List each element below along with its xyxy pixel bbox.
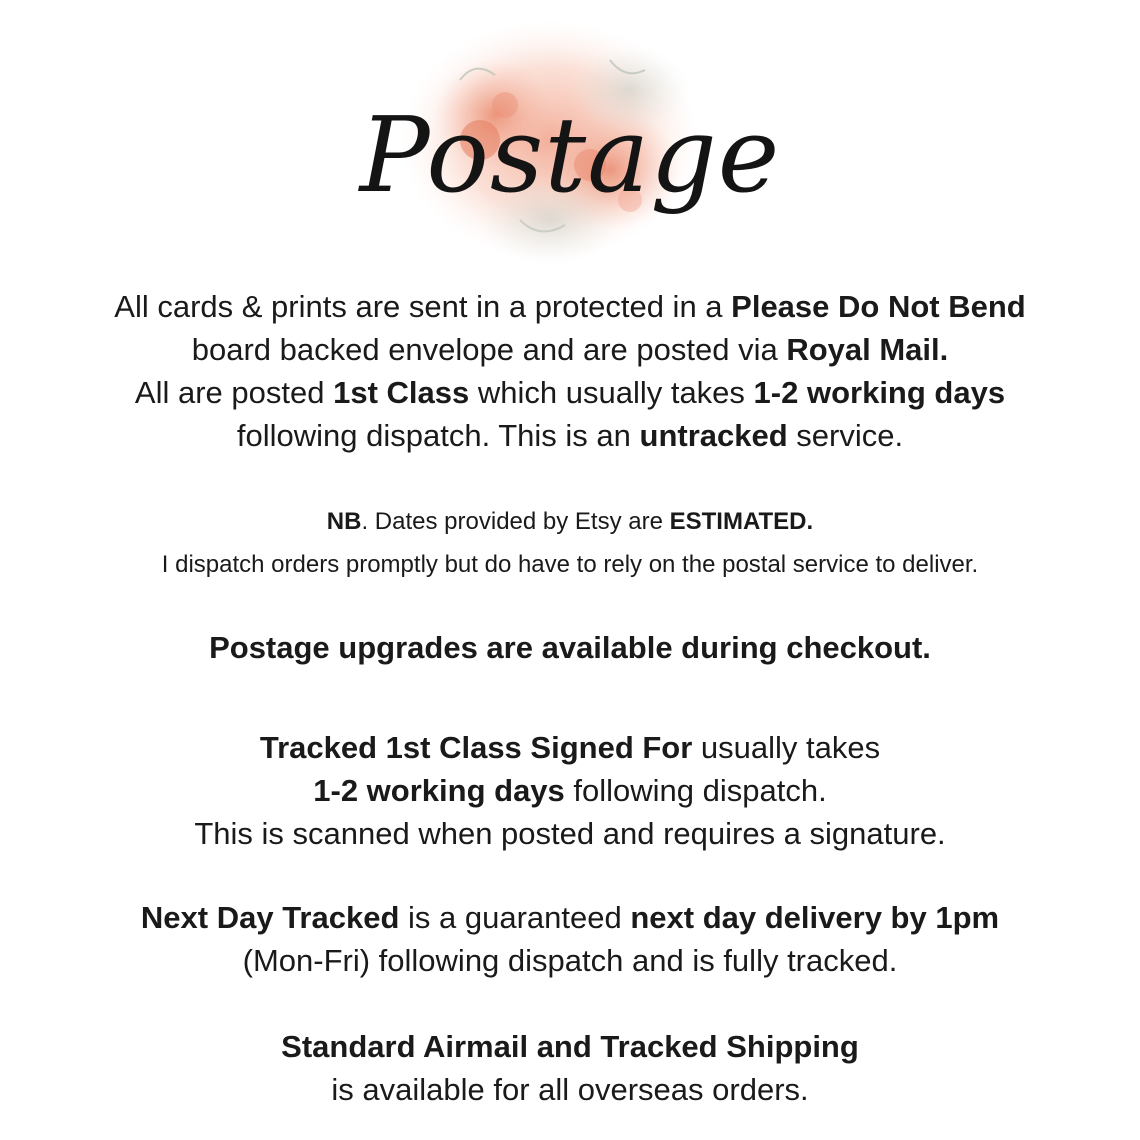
- overseas-line-2: is available for all overseas orders.: [331, 1072, 809, 1107]
- intro-line-1: All cards & prints are sent in a protected in a Please Do Not Bend: [114, 289, 1026, 324]
- intro-paragraph: [0, 285, 1140, 457]
- next-day-paragraph: [0, 896, 1140, 982]
- tracked-line-3: This is scanned when posted and requires a signature.: [194, 816, 946, 851]
- page-title: Postage: [359, 94, 781, 216]
- estimate-note: [0, 500, 1140, 586]
- upgrades-line: Postage upgrades are available during checkout.: [209, 630, 931, 665]
- intro-line-3: All are posted 1st Class which usually takes 1-2 working days: [134, 375, 1006, 410]
- next-day-line-1: Next Day Tracked is a guaranteed next day delivery by 1pm: [140, 900, 1000, 935]
- intro-line-4: following dispatch. This is an untracked service.: [236, 418, 904, 453]
- overseas-paragraph: [0, 1025, 1140, 1111]
- tracked-paragraph: [0, 726, 1140, 855]
- intro-line-2: board backed envelope and are posted via Royal Mail.: [191, 332, 949, 367]
- tracked-line-1: Tracked 1st Class Signed For usually takes: [259, 730, 881, 765]
- tracked-line-2: 1-2 working days following dispatch.: [313, 773, 827, 808]
- note-line-1: NB. Dates provided by Etsy are ESTIMATED.: [326, 508, 814, 535]
- upgrades-heading: [0, 626, 1140, 669]
- note-line-2: I dispatch orders promptly but do have to rely on the postal service to deliver.: [161, 551, 979, 578]
- overseas-line-1: Standard Airmail and Tracked Shipping: [281, 1029, 859, 1064]
- next-day-line-2: (Mon-Fri) following dispatch and is fully tracked.: [242, 943, 898, 978]
